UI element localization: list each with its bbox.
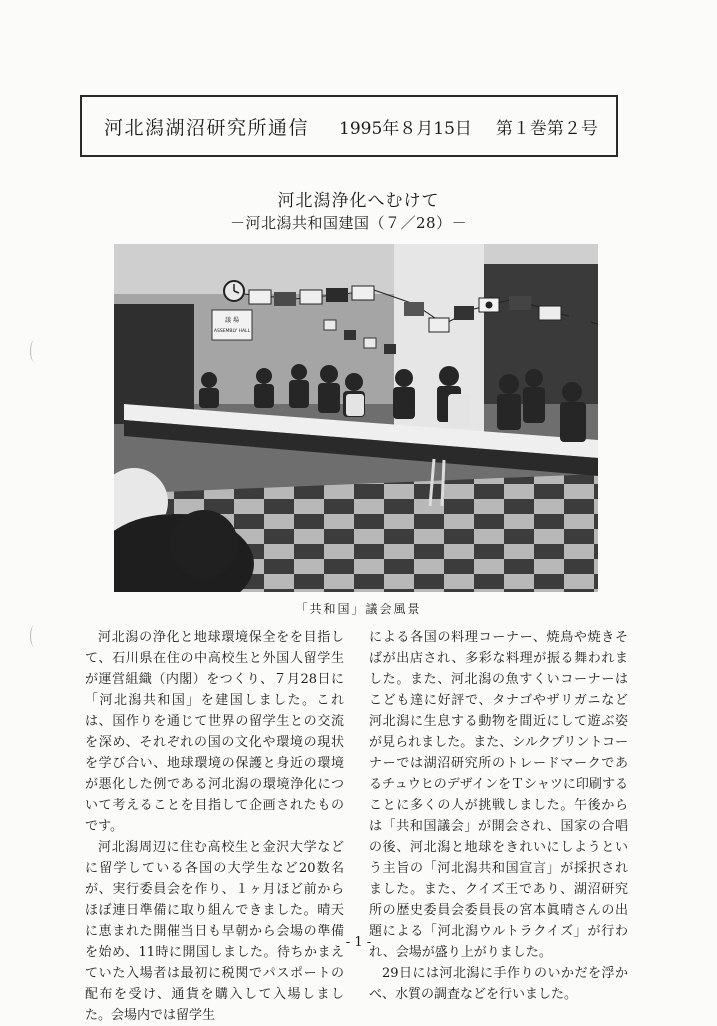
article-subtitle: －河北潟共和国建国（７／28）－ bbox=[230, 214, 468, 232]
newsletter-header bbox=[80, 95, 618, 157]
svg-text:議 場: 議 場 bbox=[225, 317, 239, 324]
newsletter-title: 河北潟湖沼研究所通信 bbox=[104, 116, 310, 139]
photo-caption: 「共和国」議会風景 bbox=[295, 602, 422, 616]
body-paragraph: 29日には河北潟に手作りのいかだを浮かべ、水質の調査などを行いました。 bbox=[369, 966, 628, 1002]
article-title: 河北潟浄化へむけて bbox=[277, 191, 440, 211]
body-paragraph: 河北潟周辺に住む高校生と金沢大学などに留学している各国の大学生など20数名が、実行委員会を作り、１ヶ月ほど前からほぼ連日準備に取り組んできました。晴天に恵まれた開催当日も早朝から会場の準備を始め、11時に開国しました。待ちかまえていた入場者は最初に税関でパスポートの配布を受け、通貨を購入して入場しました。会場内では留学生 bbox=[85, 840, 344, 1023]
assembly-photo-image bbox=[114, 244, 598, 592]
issue-date: 1995年８月15日 bbox=[339, 118, 472, 139]
issue-volume: 第１巻第２号 bbox=[495, 118, 598, 139]
punch-hole-mark bbox=[30, 340, 39, 362]
body-column-left bbox=[85, 627, 344, 1026]
body-paragraph: による各国の料理コーナー、焼鳥や焼きそばが出店され、多彩な料理が振る舞われました。また、河北潟の魚すくいコーナーはこども達に好評で、タナゴやザリガニなど河北潟に生息する動物を間近にして遊ぶ姿が見られました。また、シルクプリントコーナーでは湖沼研究所のトレードマークであるチュウヒのデザインをＴシャツに印刷することに多くの人が挑戦しました。午後からは「共和国議会」が開会され、国家の合唱の後、河北潟と地球をきれいにしようという主旨の「河北潟共和国宣言」が採択されました。また、クイズ王であり、湖沼研究所の歴史委員会委員長の宮本眞晴さんの出題による「河北潟ウルトラクイズ」が行われ、会場が盛り上がりました。 bbox=[369, 630, 628, 960]
page-number: - 1 - bbox=[345, 935, 372, 950]
svg-text:ASSEMBLY HALL: ASSEMBLY HALL bbox=[213, 329, 251, 334]
body-paragraph: 河北潟の浄化と地球環境保全をを目指して、石川県在住の中高校生と外国人留学生が運営組織（内閣）をつくり、７月28日に「河北潟共和国」を建国しました。これは、国作りを通じて世界の留学生との交流を深め、それぞれの国の文化や環境の現状を学び合い、地球環境の保護と身近の環境が悪化した例である河北潟の環境浄化について考えることを目指して企画されたものです。 bbox=[85, 630, 344, 834]
punch-hole-mark bbox=[30, 625, 39, 647]
assembly-photo bbox=[114, 244, 598, 592]
